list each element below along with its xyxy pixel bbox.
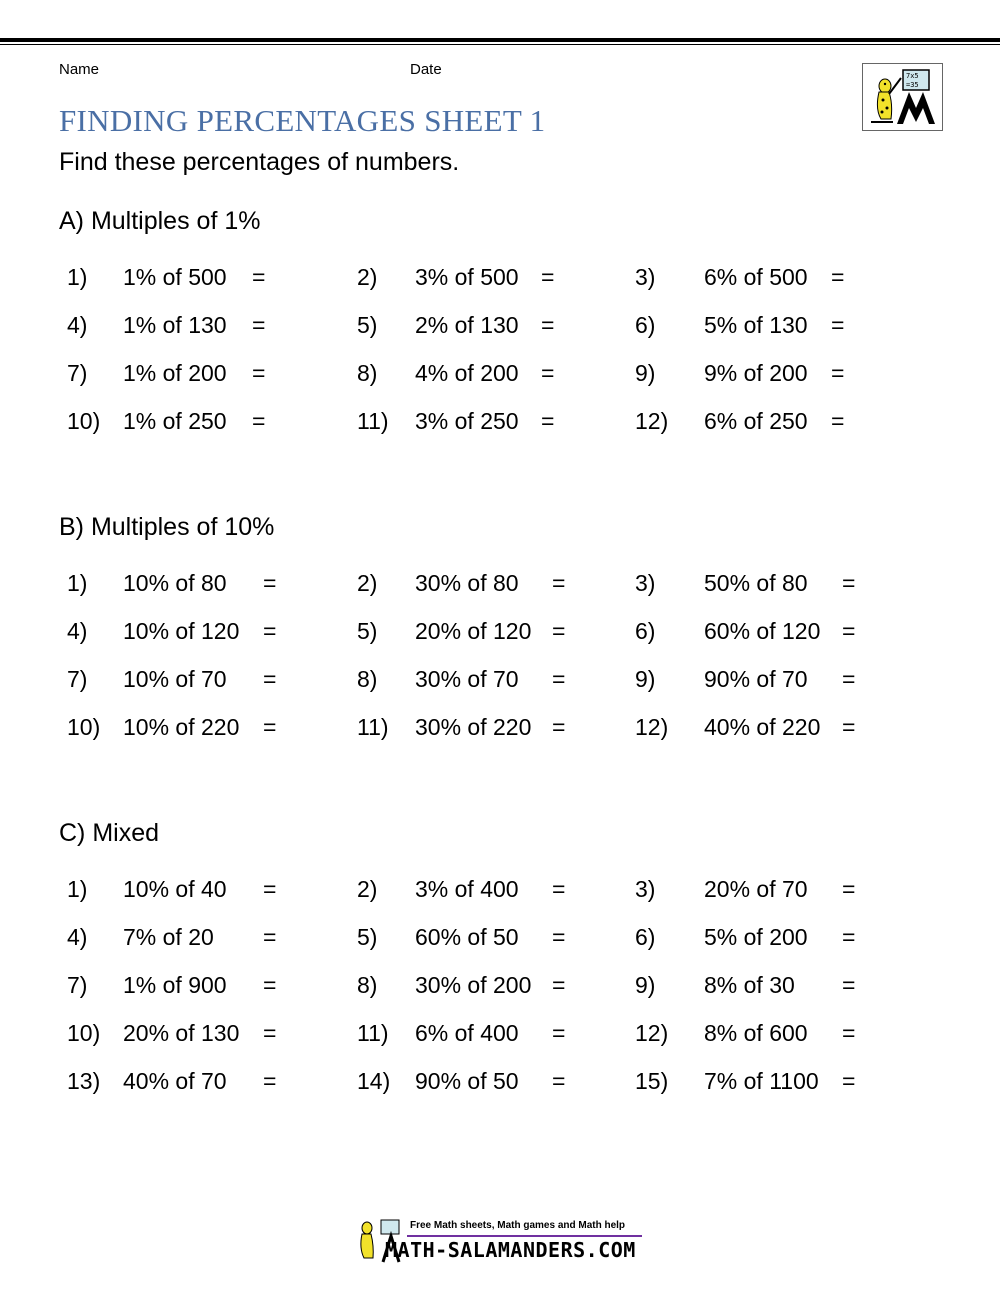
problem-question: 8% of 600 xyxy=(704,1020,808,1046)
equals-sign: = xyxy=(252,264,266,290)
footer-tagline: Free Math sheets, Math games and Math help xyxy=(410,1220,626,1231)
problem-question: 20% of 70 xyxy=(704,876,808,902)
equals-sign: = xyxy=(842,666,856,692)
section-title: C) Mixed xyxy=(59,819,160,847)
problem-number: 6) xyxy=(635,312,656,338)
problem-question: 10% of 120 xyxy=(123,618,240,644)
problem-question: 1% of 500 xyxy=(123,264,227,290)
problem-question: 3% of 250 xyxy=(415,408,519,434)
problem-number: 4) xyxy=(67,312,88,338)
footer-logo xyxy=(355,1218,645,1264)
problem-question: 40% of 220 xyxy=(704,714,821,740)
equals-sign: = xyxy=(842,1068,856,1094)
problem-number: 9) xyxy=(635,360,656,386)
equals-sign: = xyxy=(552,1020,566,1046)
equals-sign: = xyxy=(842,714,856,740)
name-label: Name xyxy=(59,61,100,78)
problem-question: 6% of 250 xyxy=(704,408,808,434)
problem-number: 13) xyxy=(67,1068,101,1094)
problem-row xyxy=(0,1068,1000,1102)
problem-question: 50% of 80 xyxy=(704,570,808,596)
equals-sign: = xyxy=(263,666,277,692)
problem-number: 6) xyxy=(635,924,656,950)
equals-sign: = xyxy=(263,570,277,596)
equals-sign: = xyxy=(263,1020,277,1046)
equals-sign: = xyxy=(842,618,856,644)
equals-sign: = xyxy=(552,924,566,950)
problem-number: 5) xyxy=(357,312,378,338)
equals-sign: = xyxy=(263,876,277,902)
equals-sign: = xyxy=(552,876,566,902)
equals-sign: = xyxy=(842,570,856,596)
page-title: FINDING PERCENTAGES SHEET 1 xyxy=(59,103,546,138)
problem-number: 14) xyxy=(357,1068,391,1094)
problem-number: 7) xyxy=(67,972,88,998)
equals-sign: = xyxy=(263,924,277,950)
equals-sign: = xyxy=(541,408,555,434)
equals-sign: = xyxy=(252,312,266,338)
problem-question: 1% of 900 xyxy=(123,972,227,998)
problem-question: 40% of 70 xyxy=(123,1068,227,1094)
equals-sign: = xyxy=(541,360,555,386)
equals-sign: = xyxy=(541,264,555,290)
problem-question: 20% of 130 xyxy=(123,1020,240,1046)
problem-number: 1) xyxy=(67,570,88,596)
section-title: A) Multiples of 1% xyxy=(59,207,261,235)
problem-question: 90% of 70 xyxy=(704,666,808,692)
problem-question: 10% of 220 xyxy=(123,714,240,740)
problem-number: 3) xyxy=(635,264,656,290)
problem-number: 12) xyxy=(635,408,669,434)
top-rule xyxy=(0,38,1000,42)
equals-sign: = xyxy=(541,312,555,338)
salamander-logo xyxy=(862,63,943,131)
problem-question: 8% of 30 xyxy=(704,972,795,998)
problem-number: 5) xyxy=(357,618,378,644)
problem-question: 30% of 200 xyxy=(415,972,532,998)
equals-sign: = xyxy=(842,924,856,950)
problem-question: 2% of 130 xyxy=(415,312,519,338)
problem-question: 6% of 400 xyxy=(415,1020,519,1046)
problem-number: 11) xyxy=(357,1020,389,1046)
problem-number: 11) xyxy=(357,408,389,434)
problem-question: 10% of 40 xyxy=(123,876,227,902)
problem-question: 5% of 200 xyxy=(704,924,808,950)
problem-row xyxy=(0,408,1000,442)
problem-number: 1) xyxy=(67,876,88,902)
equals-sign: = xyxy=(831,408,845,434)
equals-sign: = xyxy=(263,1068,277,1094)
equals-sign: = xyxy=(831,312,845,338)
problem-row xyxy=(0,312,1000,346)
equals-sign: = xyxy=(263,714,277,740)
equals-sign: = xyxy=(842,972,856,998)
problem-number: 7) xyxy=(67,666,88,692)
equals-sign: = xyxy=(831,360,845,386)
equals-sign: = xyxy=(842,1020,856,1046)
problem-question: 10% of 70 xyxy=(123,666,227,692)
problem-question: 5% of 130 xyxy=(704,312,808,338)
equals-sign: = xyxy=(842,876,856,902)
salamander-teacher-icon xyxy=(863,64,942,130)
svg-text:7x5: 7x5 xyxy=(906,72,919,80)
problem-number: 12) xyxy=(635,714,669,740)
problem-question: 10% of 80 xyxy=(123,570,227,596)
equals-sign: = xyxy=(831,264,845,290)
equals-sign: = xyxy=(552,714,566,740)
top-rule-thin xyxy=(0,44,1000,45)
problem-question: 3% of 400 xyxy=(415,876,519,902)
problem-number: 3) xyxy=(635,876,656,902)
equals-sign: = xyxy=(552,972,566,998)
problem-number: 9) xyxy=(635,666,656,692)
problem-question: 30% of 220 xyxy=(415,714,532,740)
problem-question: 3% of 500 xyxy=(415,264,519,290)
problem-number: 2) xyxy=(357,876,378,902)
problem-row xyxy=(0,1020,1000,1054)
problem-row xyxy=(0,666,1000,700)
problem-number: 8) xyxy=(357,360,378,386)
problem-question: 7% of 1100 xyxy=(704,1068,819,1094)
problem-question: 6% of 500 xyxy=(704,264,808,290)
equals-sign: = xyxy=(552,618,566,644)
footer-site-name: MATH-SALAMANDERS.COM xyxy=(385,1238,636,1262)
problem-number: 2) xyxy=(357,570,378,596)
problem-question: 20% of 120 xyxy=(415,618,532,644)
instructions: Find these percentages of numbers. xyxy=(59,148,460,176)
problem-row xyxy=(0,876,1000,910)
equals-sign: = xyxy=(252,360,266,386)
problem-question: 60% of 50 xyxy=(415,924,519,950)
equals-sign: = xyxy=(263,972,277,998)
problem-number: 1) xyxy=(67,264,88,290)
problem-number: 10) xyxy=(67,1020,101,1046)
problem-question: 90% of 50 xyxy=(415,1068,519,1094)
footer-divider xyxy=(407,1235,642,1237)
problem-number: 6) xyxy=(635,618,656,644)
equals-sign: = xyxy=(552,1068,566,1094)
problem-question: 30% of 80 xyxy=(415,570,519,596)
problem-question: 60% of 120 xyxy=(704,618,821,644)
equals-sign: = xyxy=(552,666,566,692)
problem-number: 10) xyxy=(67,408,101,434)
problem-row xyxy=(0,714,1000,748)
equals-sign: = xyxy=(263,618,277,644)
problem-row xyxy=(0,264,1000,298)
problem-row xyxy=(0,360,1000,394)
problem-number: 9) xyxy=(635,972,656,998)
problem-number: 10) xyxy=(67,714,101,740)
problem-question: 7% of 20 xyxy=(123,924,214,950)
problem-question: 9% of 200 xyxy=(704,360,808,386)
problem-row xyxy=(0,618,1000,652)
problem-number: 3) xyxy=(635,570,656,596)
problem-number: 11) xyxy=(357,714,389,740)
problem-row xyxy=(0,570,1000,604)
problem-row xyxy=(0,972,1000,1006)
problem-question: 4% of 200 xyxy=(415,360,519,386)
problem-number: 2) xyxy=(357,264,378,290)
svg-text:=35: =35 xyxy=(906,81,919,89)
problem-question: 30% of 70 xyxy=(415,666,519,692)
problem-number: 8) xyxy=(357,666,378,692)
problem-number: 7) xyxy=(67,360,88,386)
problem-question: 1% of 250 xyxy=(123,408,227,434)
section-title: B) Multiples of 10% xyxy=(59,513,275,541)
problem-number: 15) xyxy=(635,1068,669,1094)
problem-number: 8) xyxy=(357,972,378,998)
problem-number: 12) xyxy=(635,1020,669,1046)
problem-number: 4) xyxy=(67,924,88,950)
problem-number: 4) xyxy=(67,618,88,644)
equals-sign: = xyxy=(252,408,266,434)
problem-number: 5) xyxy=(357,924,378,950)
problem-question: 1% of 130 xyxy=(123,312,227,338)
equals-sign: = xyxy=(552,570,566,596)
problem-row xyxy=(0,924,1000,958)
date-label: Date xyxy=(410,61,442,78)
problem-question: 1% of 200 xyxy=(123,360,227,386)
